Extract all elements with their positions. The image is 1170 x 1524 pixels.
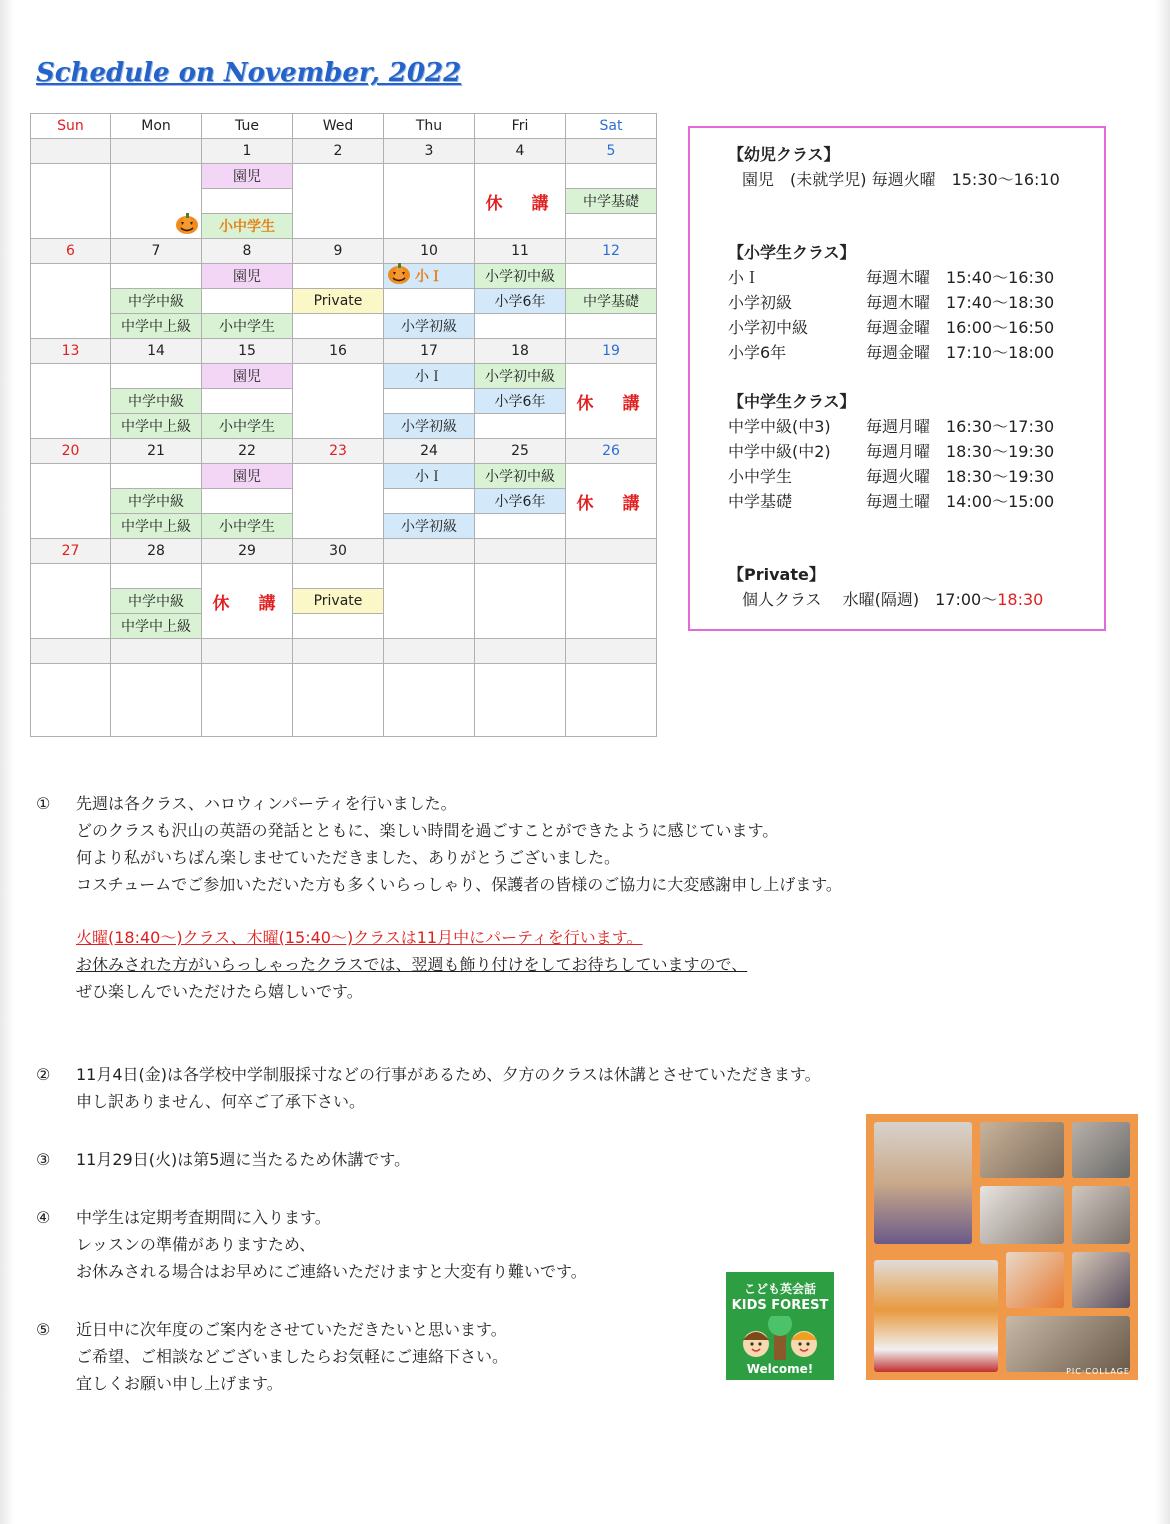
class-jh-upper: 中学中上級	[111, 514, 202, 539]
date-cell: 19	[566, 339, 657, 364]
note-line: ご希望、ご相談などございましたらお気軽にご連絡下さい。	[76, 1347, 509, 1366]
date-cell: 26	[566, 439, 657, 464]
class-kinder: 園児	[202, 164, 293, 189]
kinder-class-line: 園児 (未就学児) 毎週火曜 15:30〜16:10	[742, 170, 1060, 189]
date-cell: 13	[31, 339, 111, 364]
kids-forest-logo	[726, 1272, 834, 1380]
note-3	[36, 1146, 842, 1173]
day-cell	[202, 289, 293, 314]
date-cell: 6	[31, 239, 111, 264]
date-cell	[293, 639, 384, 664]
class-time: 毎週木曜 17:40〜18:30	[866, 293, 1055, 312]
calendar	[30, 113, 657, 737]
class-jh-upper: 中学中上級	[111, 314, 202, 339]
date-cell	[384, 539, 475, 564]
week3-dates	[31, 339, 657, 364]
class-jh-mid: 中学中級	[111, 289, 202, 314]
day-cell	[31, 364, 111, 439]
date-cell: 3	[384, 139, 475, 164]
day-cell	[31, 264, 111, 339]
class-time: 毎週木曜 15:40〜16:30	[866, 268, 1055, 287]
no-class-label: 休 講	[475, 164, 566, 239]
date-cell: 21	[111, 439, 202, 464]
note-number: ①	[36, 794, 51, 813]
class-jh-mid: 中学中級	[111, 389, 202, 414]
class-jh-upper: 中学中上級	[111, 414, 202, 439]
day-cell	[293, 564, 384, 589]
date-cell	[566, 539, 657, 564]
day-cell	[202, 664, 293, 737]
note-line: コスチュームでご参加いただいた方も多くいらっしゃり、保護者の皆様のご協力に大変感謝申し上げます。	[76, 875, 842, 894]
class-jh-mid: 中学中級	[111, 489, 202, 514]
day-cell	[111, 664, 202, 737]
class-elem-mid: 小学初中級	[475, 364, 566, 389]
date-cell: 1	[202, 139, 293, 164]
day-cell	[111, 464, 202, 489]
day-cell	[566, 214, 657, 239]
weekday-tue: Tue	[202, 114, 293, 139]
class-jh-upper: 中学中上級	[111, 614, 202, 639]
date-cell	[111, 639, 202, 664]
kinder-class-heading: 【幼児クラス】	[728, 145, 840, 164]
class-time: 毎週月曜 18:30〜19:30	[866, 442, 1055, 461]
class-jh-basic: 中学基礎	[566, 189, 657, 214]
day-cell	[293, 464, 384, 539]
week4-dates	[31, 439, 657, 464]
date-cell: 2	[293, 139, 384, 164]
class-elem-jh: 小中学生	[202, 314, 293, 339]
day-cell	[566, 164, 657, 189]
week3-slot-a	[31, 364, 657, 389]
day-cell	[293, 614, 384, 639]
note-number: ④	[36, 1208, 51, 1227]
class-elem-1: 小Ｉ	[384, 464, 475, 489]
note-2	[36, 1061, 842, 1115]
week6-dates	[31, 639, 657, 664]
class-row	[728, 315, 1104, 340]
note-line: 近日中に次年度のご案内をさせていただきたいと思います。	[76, 1320, 507, 1339]
date-cell: 30	[293, 539, 384, 564]
class-time: 毎週金曜 16:00〜16:50	[866, 318, 1055, 337]
date-cell: 15	[202, 339, 293, 364]
week6-body	[31, 664, 657, 737]
date-cell	[111, 139, 202, 164]
week4-slot-a	[31, 464, 657, 489]
note-line: お休みされる場合はお早めにご連絡いただけますと大変有り難いです。	[76, 1262, 587, 1281]
day-cell	[293, 264, 384, 289]
day-cell	[384, 564, 475, 639]
date-cell: 17	[384, 339, 475, 364]
date-cell: 22	[202, 439, 293, 464]
private-class-line	[728, 587, 1104, 612]
week1-slot-a	[31, 164, 657, 189]
class-row	[728, 464, 1104, 489]
note-line: 中学生は定期考査期間に入ります。	[76, 1208, 331, 1227]
photo	[1006, 1252, 1064, 1308]
day-cell	[202, 389, 293, 414]
week5-slot-a	[31, 564, 657, 589]
day-cell	[566, 264, 657, 289]
elem-class-heading: 【小学生クラス】	[728, 243, 856, 262]
date-cell: 28	[111, 539, 202, 564]
private-class-heading: 【Private】	[728, 565, 825, 584]
date-cell: 20	[31, 439, 111, 464]
date-cell: 23	[293, 439, 384, 464]
date-cell	[202, 639, 293, 664]
class-row	[728, 489, 1104, 514]
private-class-end-time: 18:30	[997, 590, 1044, 609]
logo-text: Welcome!	[746, 1362, 814, 1376]
day-cell	[111, 564, 202, 589]
photo	[980, 1186, 1064, 1244]
class-row	[728, 265, 1104, 290]
note-1	[36, 790, 842, 1005]
class-time: 毎週土曜 14:00〜15:00	[866, 492, 1055, 511]
day-cell	[31, 464, 111, 539]
note-line: ぜひ楽しんでいただけたら嬉しいです。	[76, 982, 363, 1001]
halloween-photo-collage	[866, 1114, 1138, 1380]
class-label: 小中学生	[219, 219, 275, 235]
class-name: 中学基礎	[728, 492, 793, 511]
class-elem-6: 小学6年	[475, 489, 566, 514]
day-cell	[31, 164, 111, 239]
date-cell: 4	[475, 139, 566, 164]
day-cell	[566, 564, 657, 639]
note-number: ⑤	[36, 1320, 51, 1339]
day-cell	[475, 514, 566, 539]
weekday-thu: Thu	[384, 114, 475, 139]
date-cell	[384, 639, 475, 664]
class-row	[728, 340, 1104, 365]
day-cell	[475, 314, 566, 339]
week2-slot-a	[31, 264, 657, 289]
photo	[1006, 1316, 1130, 1372]
day-cell	[202, 489, 293, 514]
day-cell	[293, 314, 384, 339]
class-kinder: 園児	[202, 364, 293, 389]
class-row	[728, 414, 1104, 439]
notes	[36, 790, 842, 1397]
day-cell	[202, 189, 293, 214]
day-cell	[31, 564, 111, 639]
week2-dates	[31, 239, 657, 264]
date-cell: 27	[31, 539, 111, 564]
day-cell	[384, 164, 475, 239]
day-cell	[31, 664, 111, 737]
day-cell	[384, 489, 475, 514]
class-row	[728, 290, 1104, 315]
class-elem-beginner: 小学初級	[384, 314, 475, 339]
weekday-wed: Wed	[293, 114, 384, 139]
pumpkin-icon	[174, 210, 200, 240]
class-name: 小学初中級	[728, 318, 809, 337]
jh-class-heading: 【中学生クラス】	[728, 392, 856, 411]
class-label: 小Ｉ	[415, 269, 443, 285]
class-name: 小学6年	[728, 343, 787, 362]
day-cell	[293, 164, 384, 239]
day-cell	[475, 564, 566, 639]
note-number: ②	[36, 1065, 51, 1084]
class-kinder: 園児	[202, 464, 293, 489]
date-cell: 14	[111, 339, 202, 364]
photo	[980, 1122, 1064, 1178]
tree-kids-icon	[734, 1316, 826, 1360]
class-elem-beginner: 小学初級	[384, 414, 475, 439]
week2-slot-b	[31, 289, 657, 314]
date-cell: 7	[111, 239, 202, 264]
note-4	[36, 1204, 842, 1285]
date-cell: 16	[293, 339, 384, 364]
date-cell	[475, 639, 566, 664]
note-highlight: 火曜(18:40〜)クラス、木曜(15:40〜)クラスは11月中にパーティを行います。	[76, 928, 643, 947]
day-cell	[111, 264, 202, 289]
date-cell: 18	[475, 339, 566, 364]
class-elem-jh: 小中学生	[202, 414, 293, 439]
class-elem-1	[384, 264, 475, 289]
note-number: ③	[36, 1150, 51, 1169]
page-title: Schedule on November, 2022	[36, 58, 462, 88]
week2-slot-c	[31, 314, 657, 339]
note-line: お休みされた方がいらっしゃったクラスでは、翌週も飾り付けをしてお待ちしていますので、	[76, 955, 748, 974]
class-name: 小Ｉ	[728, 268, 761, 287]
class-private: Private	[293, 289, 384, 314]
page-edge-left	[0, 0, 14, 1524]
pumpkin-icon	[386, 260, 412, 290]
class-jh-basic: 中学基礎	[566, 289, 657, 314]
class-schedule-box	[688, 126, 1106, 631]
photo	[874, 1260, 998, 1372]
day-cell	[293, 364, 384, 439]
day-cell	[384, 664, 475, 737]
no-class-label: 休 講	[202, 564, 293, 639]
logo-text: KIDS FOREST	[731, 1298, 829, 1313]
date-cell	[31, 639, 111, 664]
day-cell	[384, 289, 475, 314]
class-name: 中学中級(中2)	[728, 442, 831, 461]
note-line: 先週は各クラス、ハロウィンパーティを行いました。	[76, 794, 457, 813]
class-name: 小学初級	[728, 293, 793, 312]
class-kinder: 園児	[202, 264, 293, 289]
class-elem-beginner: 小学初級	[384, 514, 475, 539]
class-elem-6: 小学6年	[475, 389, 566, 414]
date-cell: 24	[384, 439, 475, 464]
no-class-label: 休 講	[566, 464, 657, 539]
weekday-sat: Sat	[566, 114, 657, 139]
note-line: 11月29日(火)は第5週に当たるため休講です。	[76, 1150, 411, 1169]
class-time: 毎週月曜 16:30〜17:30	[866, 417, 1055, 436]
class-time: 毎週金曜 17:10〜18:00	[866, 343, 1055, 362]
day-cell	[475, 664, 566, 737]
day-cell	[566, 664, 657, 737]
class-private: Private	[293, 589, 384, 614]
note-5	[36, 1316, 842, 1397]
day-cell	[475, 414, 566, 439]
weekday-sun: Sun	[31, 114, 111, 139]
weekday-mon: Mon	[111, 114, 202, 139]
note-line: レッスンの準備がありますため、	[76, 1235, 316, 1254]
note-line: どのクラスも沢山の英語の発話とともに、楽しい時間を過ごすことができたように感じています。	[76, 821, 779, 840]
class-elem-jh	[202, 214, 293, 239]
day-cell	[566, 314, 657, 339]
class-elem-mid: 小学初中級	[475, 464, 566, 489]
class-elem-1: 小Ｉ	[384, 364, 475, 389]
week1-dates	[31, 139, 657, 164]
week5-dates	[31, 539, 657, 564]
photo	[874, 1122, 972, 1244]
date-cell: 11	[475, 239, 566, 264]
class-row	[728, 439, 1104, 464]
collage-watermark: PIC·COLLAGE	[1066, 1367, 1130, 1376]
class-time: 毎週火曜 18:30〜19:30	[866, 467, 1055, 486]
private-class-text: 個人クラス 水曜(隔週) 17:00〜	[742, 590, 998, 609]
day-cell	[111, 364, 202, 389]
class-jh-mid: 中学中級	[111, 589, 202, 614]
day-cell	[293, 664, 384, 737]
no-class-label: 休 講	[566, 364, 657, 439]
photo	[1072, 1122, 1130, 1178]
date-cell: 5	[566, 139, 657, 164]
weekday-fri: Fri	[475, 114, 566, 139]
page-edge-right	[1156, 0, 1170, 1524]
calendar-weekday-header	[31, 114, 657, 139]
note-line: 宜しくお願い申し上げます。	[76, 1374, 283, 1393]
note-line: 申し訳ありません、何卒ご了承下さい。	[76, 1092, 365, 1111]
logo-text: こども英会話	[743, 1282, 816, 1296]
date-cell: 12	[566, 239, 657, 264]
photo	[1072, 1186, 1130, 1244]
class-elem-mid: 小学初中級	[475, 264, 566, 289]
day-cell	[384, 389, 475, 414]
class-elem-jh: 小中学生	[202, 514, 293, 539]
date-cell	[475, 539, 566, 564]
note-line: 11月4日(金)は各学校中学制服採寸などの行事があるため、夕方のクラスは休講とさせていただきます。	[76, 1065, 821, 1084]
date-cell: 9	[293, 239, 384, 264]
date-cell: 25	[475, 439, 566, 464]
class-name: 小中学生	[728, 467, 793, 486]
date-cell: 8	[202, 239, 293, 264]
date-cell	[31, 139, 111, 164]
photo	[1072, 1252, 1130, 1308]
date-cell: 10	[384, 239, 475, 264]
date-cell: 29	[202, 539, 293, 564]
note-line: 何より私がいちばん楽しませていただきました、ありがとうございました。	[76, 848, 621, 867]
class-elem-6: 小学6年	[475, 289, 566, 314]
class-name: 中学中級(中3)	[728, 417, 831, 436]
date-cell	[566, 639, 657, 664]
